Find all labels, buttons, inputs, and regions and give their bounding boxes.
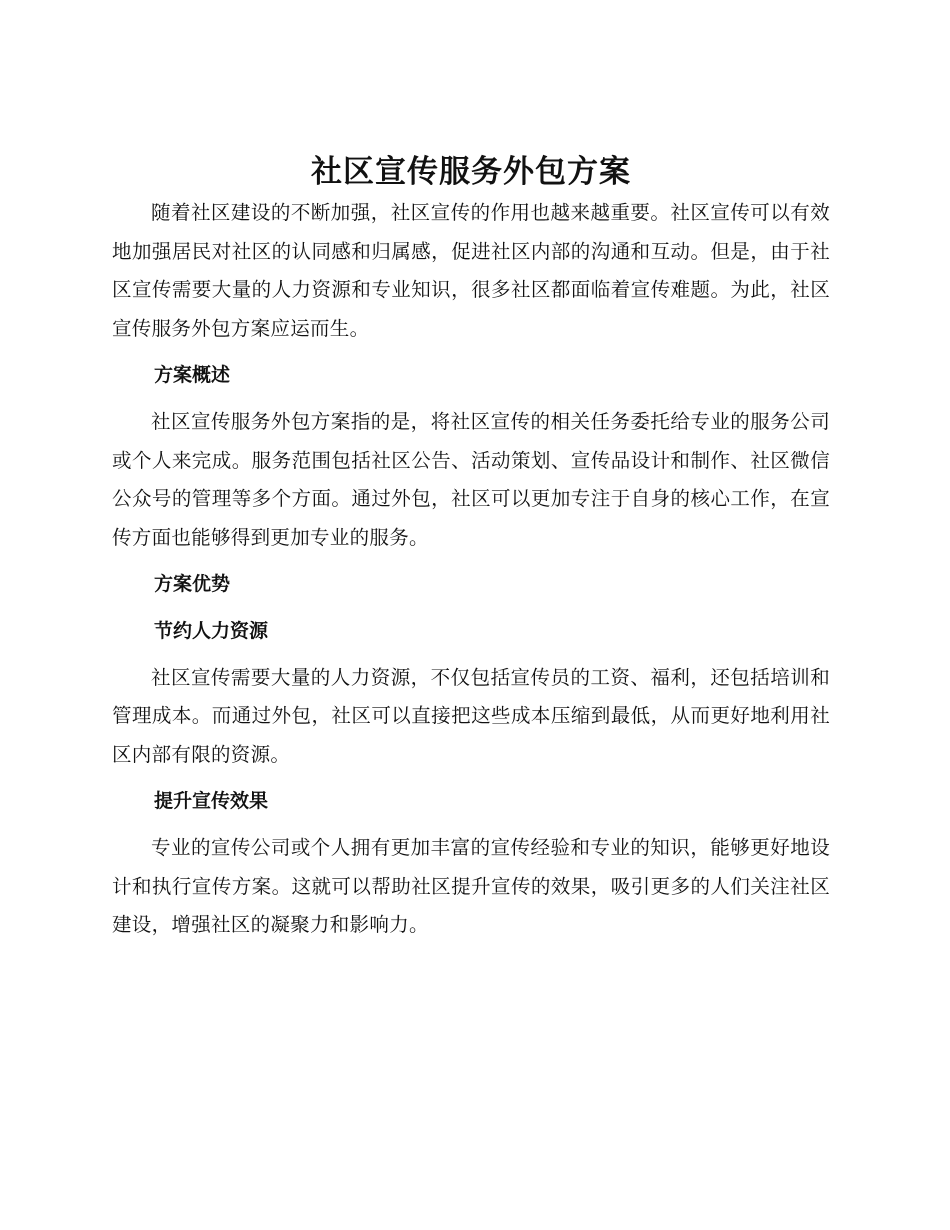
section-paragraph-overview: 社区宣传服务外包方案指的是，将社区宣传的相关任务委托给专业的服务公司或个人来完成。服务范围包括社区公告、活动策划、宣传品设计和制作、社区微信公众号的管理等多个方面。通过外包，社区可以更加专注于自身的核心工作，在宣传方面也能够得到更加专业的服务。	[112, 409, 830, 549]
section-heading-improve-effect: 提升宣传效果	[154, 790, 269, 813]
section-paragraph-save-resources: 社区宣传需要大量的人力资源，不仅包括宣传员的工资、福利，还包括培训和管理成本。而通过外包，社区可以直接把这些成本压缩到最低，从而更好地利用社区内部有限的资源。	[112, 665, 830, 766]
section-paragraph-improve-effect: 专业的宣传公司或个人拥有更加丰富的宣传经验和专业的知识，能够更好地设计和执行宣传方案。这就可以帮助社区提升宣传的效果，吸引更多的人们关注社区建设，增强社区的凝聚力和影响力。	[112, 835, 830, 937]
intro-paragraph: 随着社区建设的不断加强，社区宣传的作用也越来越重要。社区宣传可以有效地加强居民对社区的认同感和归属感，促进社区内部的沟通和互动。但是，由于社区宣传需要大量的人力资源和专业知识，很多社区都面临着宣传难题。为此，社区宣传服务外包方案应运而生。	[112, 201, 830, 340]
document-title: 社区宣传服务外包方案	[311, 154, 631, 190]
section-heading-save-resources: 节约人力资源	[154, 619, 269, 642]
document-page	[112, 150, 830, 945]
section-heading-advantages: 方案优势	[154, 573, 231, 596]
section-heading-overview: 方案概述	[154, 364, 231, 387]
